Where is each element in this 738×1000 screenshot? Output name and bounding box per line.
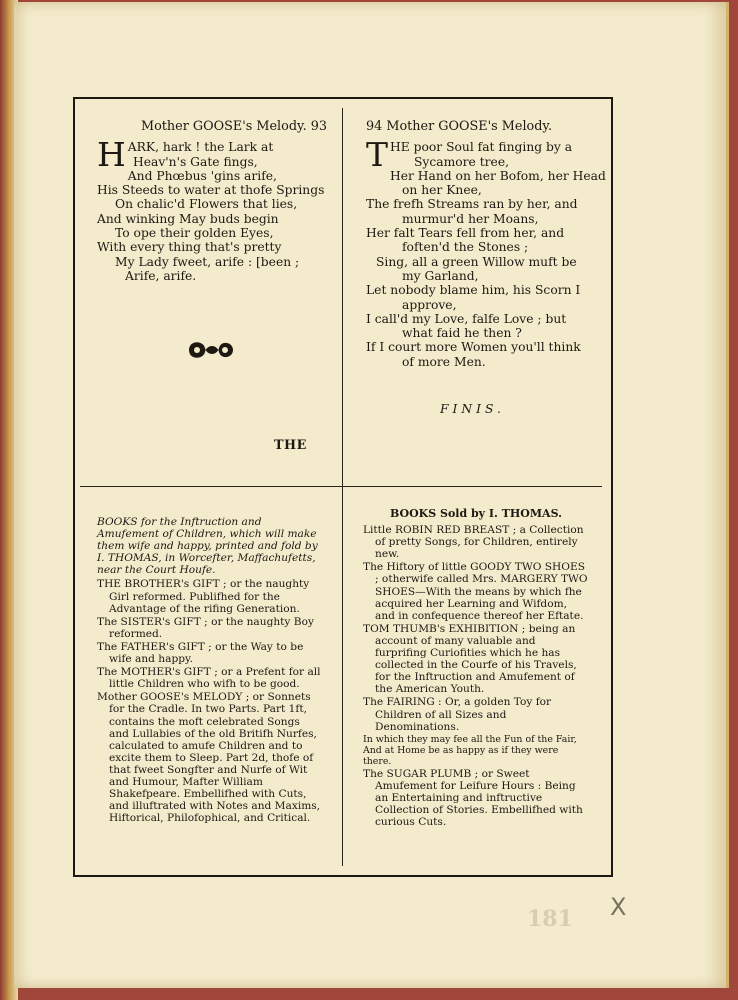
vertical-rule: [342, 108, 343, 866]
book-entry: The SISTER's GIFT ; or the naughty Boy reformed.: [97, 615, 314, 640]
poem-line: To ope their golden Eyes,: [115, 226, 274, 241]
advert-right: [363, 508, 589, 829]
ornament-icon: [185, 336, 237, 364]
poem-line: Sycamore tree,: [414, 154, 510, 169]
advert-intro: BOOKS for the Inftruction and Amufement of Children, which will make them wife and happy, printed and fold by I. THOMAS, in Worcefter, Maffachufetts, near the Court Houfe.: [97, 516, 318, 577]
advert-left: [97, 516, 321, 825]
poem-line: Heav'n's Gate fings,: [133, 154, 258, 169]
poem: [366, 135, 606, 369]
horizontal-rule: [80, 486, 602, 487]
drop-cap: H: [97, 135, 126, 175]
poem-line: Arife, arife.: [125, 268, 197, 283]
poem-line: His Steeds to water at thofe Springs: [97, 183, 325, 198]
poem-line: Sing, all a green Willow muft be: [376, 254, 577, 269]
poem-line: Her Hand on her Bofom, her Head: [390, 168, 606, 183]
book-entry: TOM THUMB's EXHIBITION ; being an account of many valuable and furprifing Curiofities which he has collected in the Courfe of his Travels, for the Inftruction and Amufement of the American Youth.: [363, 622, 577, 696]
book-entry: The SUGAR PLUMB ; or Sweet Amufement for Leifure Hours : Being an Entertaining and inftructive Collection of Stories. Embellifhed with curious Cuts.: [363, 767, 583, 829]
poem-line: And winking May buds begin: [97, 211, 279, 226]
page-93: [97, 120, 327, 283]
poem-line: And Phœbus 'gins arife,: [127, 168, 277, 183]
advert-title: BOOKS Sold by I. THOMAS.: [390, 507, 562, 520]
poem-line: on her Knee,: [402, 183, 482, 198]
poem-line: The frefh Streams ran by her, and: [366, 197, 578, 212]
poem-line: On chalic'd Flowers that lies,: [115, 197, 298, 212]
book-entry: The FAIRING : Or, a golden Toy for Children of all Sizes and Denominations.: [363, 696, 552, 733]
catchword: THE: [274, 438, 307, 453]
book-entry: The Hiftory of little GOODY TWO SHOES ; otherwife called Mrs. MARGERY TWO SHOES—With the means by which fhe acquired her Learning and Wifdom, and in confequence thereof her Eftate.: [363, 561, 588, 622]
drop-cap: T: [366, 135, 389, 175]
poem-line: murmur'd her Moans,: [402, 211, 539, 226]
poem-line: My Lady fweet, arife : [been ;: [115, 254, 300, 269]
poem-line: With every thing that's pretty: [97, 240, 282, 255]
poem-line: HE poor Soul fat finging by a: [390, 140, 573, 155]
poem-line: Her falt Tears fell from her, and: [366, 226, 565, 241]
poem-line: foften'd the Stones ;: [402, 240, 529, 255]
poem: [97, 135, 327, 283]
book-entry: Mother GOOSE's MELODY ; or Sonnets for the Cradle. In two Parts. Part 1ft, contains the moft celebrated Songs and Lullabies of the old Britifh Nurfes, calculated to amufe Children and to excite them to Sleep. Part 2d, thofe of that fweet Songfter and Nurfe of Wit and Humour, Mafter William Shakefpeare. Embellifhed with Cuts, and illuftrated with Notes and Maxims, Hiftorical, Philofophical, and Critical.: [97, 691, 321, 825]
book-entry: THE BROTHER's GIFT ; or the naughty Girl reformed. Publifhed for the Advantage of the rifing Generation.: [97, 578, 310, 615]
pencil-mark: X: [610, 893, 627, 921]
book-couplet: In which they may fee all the Fun of the Fair, And at Home be as happy as if they were there.: [363, 733, 577, 767]
poem-line: of more Men.: [402, 354, 486, 369]
poem-line: I call'd my Love, falfe Love ; but: [366, 311, 567, 326]
book-entry: The MOTHER's GIFT ; or a Prefent for all little Children who wifh to be good.: [97, 666, 321, 691]
page-94: [366, 119, 606, 369]
page-header: Mother GOOSE's Melody. 93: [140, 119, 327, 134]
poem-line: approve,: [402, 297, 457, 312]
book-entry: Little ROBIN RED BREAST ; a Collection of pretty Songs, for Children, entirely new.: [363, 524, 584, 561]
page-header: 94 Mother GOOSE's Melody.: [366, 119, 553, 134]
faint-stamp: 181: [527, 906, 573, 932]
poem-line: Let nobody blame him, his Scorn I: [366, 283, 581, 298]
book-entry: The FATHER's GIFT ; or the Way to be wife and happy.: [97, 640, 304, 666]
poem-line: ARK, hark ! the Lark at: [127, 140, 274, 155]
poem-line: If I court more Women you'll think: [366, 340, 581, 355]
finis-text: FINIS.: [440, 402, 505, 416]
poem-line: my Garland,: [402, 268, 479, 283]
poem-line: what faid he then ?: [402, 326, 522, 341]
